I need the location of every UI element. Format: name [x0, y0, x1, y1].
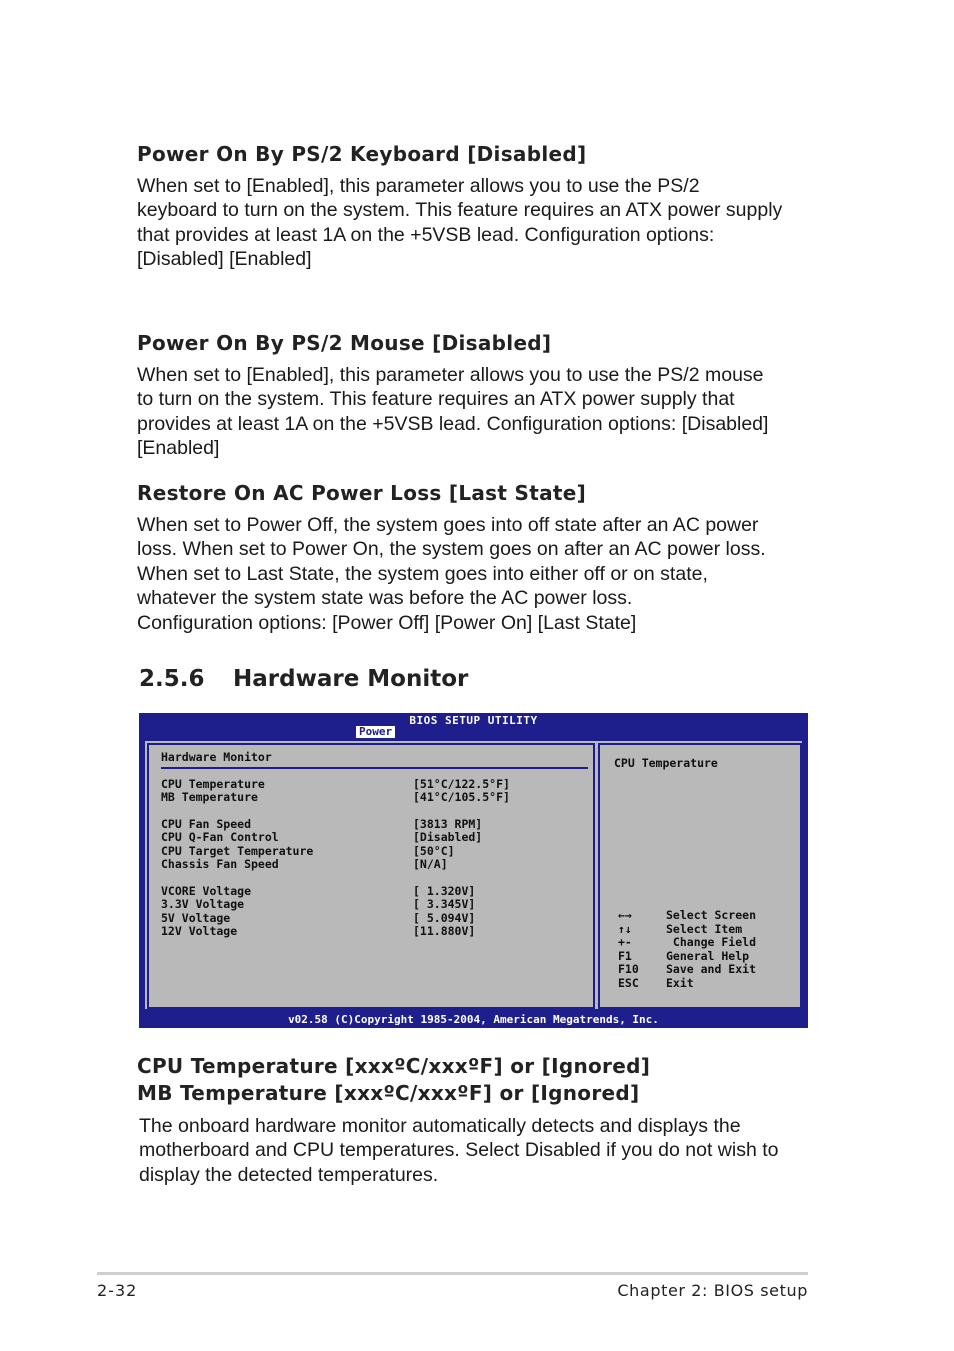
mb-temp-heading: MB Temperature [xxxºC/xxxºF] or [Ignored] [137, 1081, 640, 1105]
tab-power[interactable]: Power [356, 726, 395, 738]
chapter-label: Chapter 2: BIOS setup [617, 1281, 808, 1300]
section-title-text: Hardware Monitor [233, 666, 469, 692]
value-cpu-qfan-control: [Disabled] [413, 830, 483, 844]
footer-rule [97, 1272, 808, 1275]
item-cpu-temperature[interactable]: CPU Temperature [161, 777, 265, 791]
help-text: CPU Temperature [614, 756, 718, 770]
body-line: motherboard and CPU temperatures. Select Disabled if you do not wish to [139, 1139, 779, 1162]
value-vcore-voltage: [ 1.320V] [413, 884, 476, 898]
plus-minus-icon: +- [618, 935, 632, 949]
body-line: When set to [Enabled], this parameter allows you to use the PS/2 mouse [137, 364, 764, 386]
body-line: loss. When set to Power On, the system goes on after an AC power loss. [137, 538, 766, 561]
body-line: When set to Power Off, the system goes into off state after an AC power [137, 514, 759, 536]
help-pane [598, 743, 802, 1009]
section-body-mouse [137, 363, 817, 461]
cpu-temp-heading: CPU Temperature [xxxºC/xxxºF] or [Ignored] [137, 1054, 651, 1078]
section-title [139, 666, 468, 692]
body-line: When set to [Enabled], this parameter allows you to use the PS/2 [137, 175, 700, 197]
divider [161, 767, 588, 769]
arrow-up-down-icon: ↑↓ [618, 922, 632, 936]
bios-copyright: v02.58 (C)Copyright 1985-2004, American Megatrends, Inc. [288, 1013, 659, 1026]
key-esc: ESC [618, 976, 639, 990]
key-desc-select-item: Select Item [666, 922, 743, 936]
section-heading-ac-power-loss: Restore On AC Power Loss [Last State] [137, 481, 587, 505]
cpu-temp-body [139, 1114, 819, 1187]
item-5v-voltage[interactable]: 5V Voltage [161, 911, 231, 925]
body-line: When set to Last State, the system goes into either off or on state, [137, 562, 708, 585]
key-desc-select-screen: Select Screen [666, 908, 757, 922]
body-line: whatever the system state was before the AC power loss. [137, 587, 633, 610]
body-line: display the detected temperatures. [139, 1163, 439, 1186]
item-cpu-fan-speed[interactable]: CPU Fan Speed [161, 817, 252, 831]
value-cpu-temperature: [51°C/122.5°F] [413, 777, 510, 791]
item-3v3-voltage[interactable]: 3.3V Voltage [161, 897, 245, 911]
value-12v-voltage: [11.880V] [413, 924, 476, 938]
body-line: The onboard hardware monitor automatically detects and displays the [139, 1115, 741, 1137]
body-line: [Enabled] [137, 437, 220, 460]
section-body-ac-power-loss [137, 513, 817, 635]
item-chassis-fan-speed[interactable]: Chassis Fan Speed [161, 857, 279, 871]
page-number: 2-32 [97, 1281, 138, 1300]
body-line: keyboard to turn on the system. This feature requires an ATX power supply [137, 199, 783, 222]
body-line: [Disabled] [Enabled] [137, 248, 312, 271]
item-mb-temperature[interactable]: MB Temperature [161, 790, 258, 804]
key-desc-general-help: General Help [666, 949, 750, 963]
bios-screen [139, 713, 808, 1028]
item-cpu-target-temperature[interactable]: CPU Target Temperature [161, 844, 314, 858]
section-body-keyboard [137, 174, 817, 272]
key-f10: F10 [618, 962, 639, 976]
section-heading-mouse: Power On By PS/2 Mouse [Disabled] [137, 331, 552, 355]
section-number: 2.5.6 [139, 666, 205, 692]
panel-title: Hardware Monitor [161, 750, 272, 764]
key-desc-save-exit: Save and Exit [666, 962, 757, 976]
item-vcore-voltage[interactable]: VCORE Voltage [161, 884, 252, 898]
value-mb-temperature: [41°C/105.5°F] [413, 790, 510, 804]
value-3v3-voltage: [ 3.345V] [413, 897, 476, 911]
body-line: that provides at least 1A on the +5VSB lead. Configuration options: [137, 223, 715, 246]
bios-body [143, 739, 804, 1011]
key-desc-exit: Exit [666, 976, 694, 990]
arrow-left-right-icon: ←→ [618, 908, 632, 922]
item-cpu-qfan-control[interactable]: CPU Q-Fan Control [161, 830, 279, 844]
item-12v-voltage[interactable]: 12V Voltage [161, 924, 238, 938]
body-line: provides at least 1A on the +5VSB lead. Configuration options: [Disabled] [137, 412, 769, 435]
settings-pane [147, 743, 595, 1009]
body-line: Configuration options: [Power Off] [Power On] [Last State] [137, 611, 637, 634]
body-line: to turn on the system. This feature requires an ATX power supply that [137, 388, 735, 411]
value-5v-voltage: [ 5.094V] [413, 911, 476, 925]
bios-title: BIOS SETUP UTILITY [409, 714, 538, 727]
section-heading-keyboard: Power On By PS/2 Keyboard [Disabled] [137, 142, 587, 166]
value-chassis-fan-speed: [N/A] [413, 857, 448, 871]
key-desc-change-field: Change Field [666, 935, 757, 949]
key-f1: F1 [618, 949, 632, 963]
value-cpu-target-temperature: [50°C] [413, 844, 455, 858]
value-cpu-fan-speed: [3813 RPM] [413, 817, 483, 831]
